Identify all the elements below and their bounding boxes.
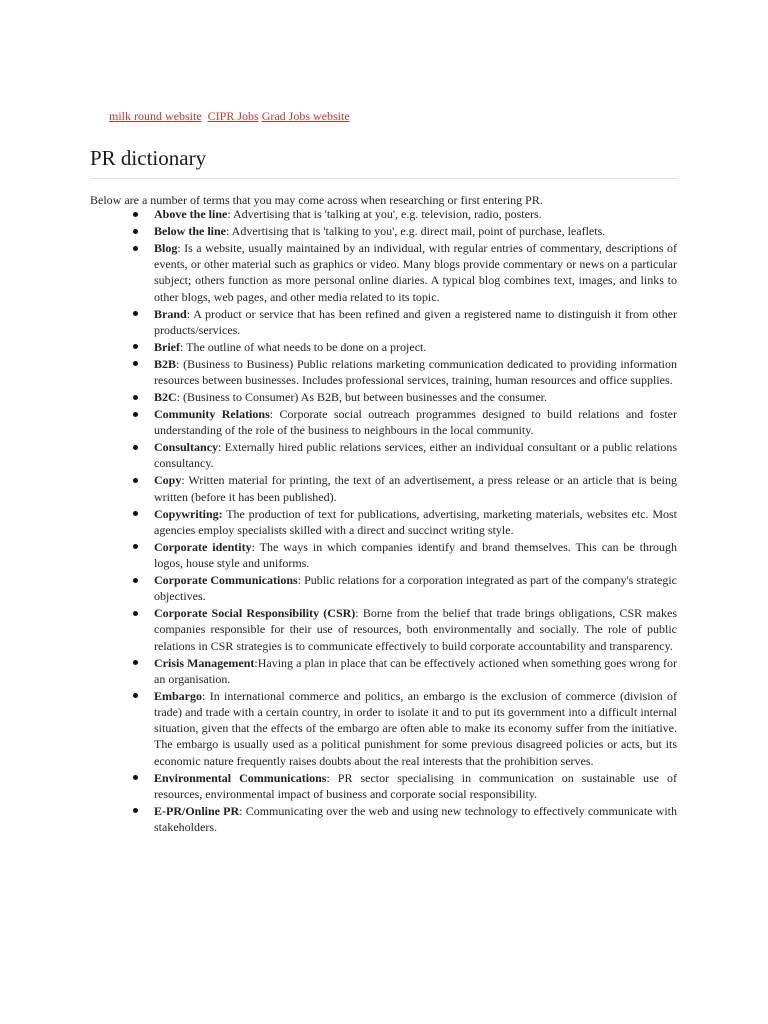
term-name: Brief [154, 339, 180, 354]
term-definition: : Borne from the belief that trade brings obligations, CSR makes companies responsible for their use of resources, both environmentally and socially. The role of public relations in CSR strategies is to communicate effectively to build corporate accountability and transparency. [154, 606, 677, 653]
term-entry [154, 223, 677, 239]
term-name: Copy [154, 473, 182, 488]
term-entry [154, 770, 677, 802]
term-definition: : The ways in which companies identify and brand themselves. This can be through logos, house style and uniforms. [154, 539, 677, 571]
term-definition: : PR sector specialising in communication on sustainable use of resources, environmental impact of business and corporate social responsibility. [154, 770, 677, 801]
term-definition: : (Business to Business) Public relations marketing communication dedicated to providing information resources between businesses. Includes professional services, training, human resources and office supplies. [154, 356, 677, 388]
term-definition: : In international commerce and politics, an embargo is the exclusion of commerce (division of trade) and trade with a certain country, in order to isolate it and to put its government into a difficult internal situation, given that the effects of the embargo are often able to make its economy suffer from the initiative. The embargo is usually used as a political punishment for some previous disagreed policies or acts, but its economic nature frequently raises doubts about the real interests that the prohibition serves. [154, 688, 677, 768]
term-definition: :Having a plan in place that can be effectively actioned when something goes wrong for an organisation. [154, 655, 677, 686]
term-entry [154, 688, 677, 769]
term-entry [154, 605, 677, 654]
term-name: Below the line [154, 224, 226, 238]
term-definition: : Externally hired public relations services, either an individual consultant or a public relations consultancy. [154, 440, 677, 471]
term-entry [154, 655, 677, 687]
term-definition: : A product or service that has been refined and given a registered name to distinguish it from other products/services. [154, 306, 677, 337]
term-name: Above the line [154, 207, 228, 221]
term-entry [154, 339, 677, 355]
term-entry [154, 356, 677, 388]
term-name: B2B [154, 356, 177, 371]
term-definition: : The outline of what needs to be done on a project. [180, 339, 427, 354]
term-entry [154, 472, 677, 504]
term-entry [154, 240, 677, 305]
term-entry [154, 506, 677, 538]
term-entry [154, 389, 677, 405]
term-name: Embargo [154, 688, 202, 703]
term-name: Corporate identity [154, 539, 252, 554]
term-name: Corporate Social Responsibility (CSR) [154, 606, 356, 621]
term-entry [154, 439, 677, 471]
term-definition: : Written material for printing, the text of an advertisement, a press release or an article that is being written (before it has been published). [154, 473, 677, 504]
milk-round-website-link[interactable]: milk round website [109, 109, 202, 123]
term-name: Corporate Communications [154, 573, 298, 588]
intro-paragraph: Below are a number of terms that you may come across when researching or first entering PR. [90, 193, 543, 207]
term-entry [154, 306, 677, 338]
term-name: E-PR/Online PR [154, 803, 240, 818]
term-definition: : Public relations for a corporation integrated as part of the company's strategic objectives. [154, 573, 678, 604]
term-entry [154, 803, 677, 835]
term-entry [154, 572, 677, 604]
term-entry [154, 406, 677, 438]
terms-list [154, 206, 677, 836]
term-definition: : Communicating over the web and using new technology to effectively communicate with stakeholders. [154, 803, 677, 835]
term-name: Copywriting: [154, 506, 223, 521]
term-definition: : Corporate social outreach programmes designed to build relations and foster understanding of the role of the business to neighbours in the local community. [154, 407, 677, 438]
term-name: B2C [154, 390, 177, 405]
term-entry [154, 539, 677, 571]
term-definition: : Is a website, usually maintained by an individual, with regular entries of commentary, descriptions of events, or other material such as graphics or video. Many blogs provide commentary or news on a particular subject; others function as more personal online diaries. A typical blog combines text, images, and links to other blogs, web pages, and other media related to its topic. [154, 241, 677, 304]
term-name: Environmental Communications [154, 770, 327, 785]
term-name: Blog [154, 241, 178, 255]
term-name: Brand [154, 306, 187, 321]
related-links [109, 109, 350, 124]
term-entry [154, 206, 677, 222]
title-divider [90, 178, 678, 179]
term-name: Consultancy [154, 440, 219, 455]
term-name: Crisis Management [154, 655, 255, 670]
term-definition: The production of text for publications, advertising, marketing materials, websites etc. Most agencies employ specialists skilled with a direct and succinct writing style. [154, 506, 677, 537]
term-definition: : (Business to Consumer) As B2B, but between businesses and the consumer. [176, 390, 547, 405]
term-definition: : Advertising that is 'talking to you', e.g. direct mail, point of purchase, leaflets. [226, 224, 606, 238]
term-name: Community Relations [154, 407, 270, 422]
cipr-jobs-link[interactable]: CIPR Jobs [207, 109, 259, 123]
page-title: PR dictionary [90, 146, 207, 170]
grad-jobs-website-link[interactable]: Grad Jobs website [261, 109, 350, 123]
term-definition: : Advertising that is 'talking at you', e.g. television, radio, posters. [227, 207, 542, 221]
